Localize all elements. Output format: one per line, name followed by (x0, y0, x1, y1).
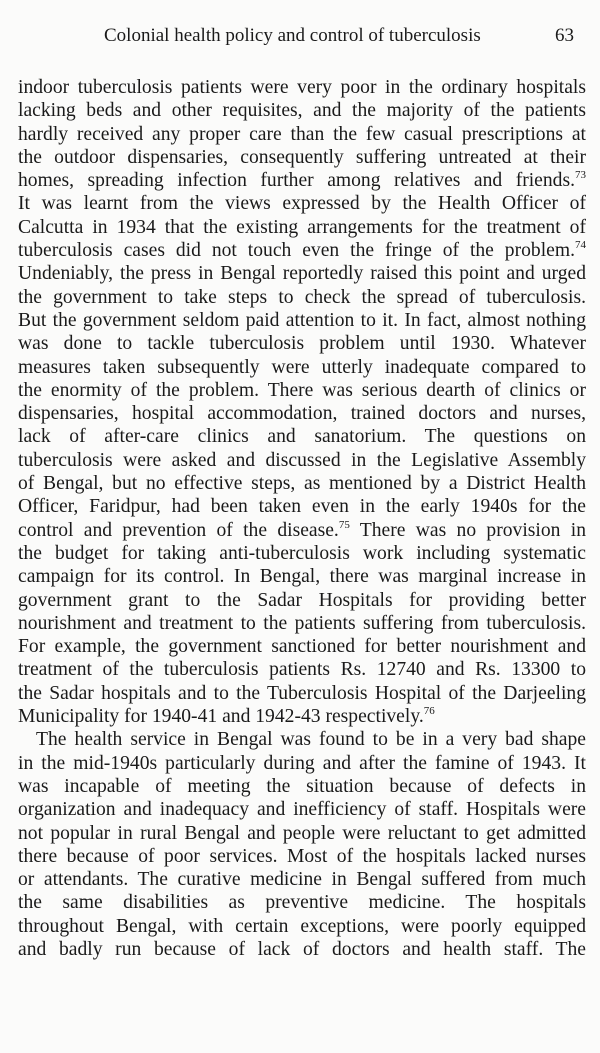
line-text: throughout Bengal, with certain exceptions, were poorly equipped (18, 915, 586, 937)
text-line (18, 99, 586, 122)
text-line (18, 239, 586, 262)
line-text: nourishment and treatment to the patients suffering from tuberculosis. (18, 612, 586, 634)
text-line (18, 286, 586, 309)
line-text: the budget for taking anti-tuberculosis work including systematic (18, 542, 586, 564)
line-text: was done to tackle tuberculosis problem until 1930. Whatever (18, 333, 586, 355)
line-text: Undeniably, the press in Bengal reportedly raised this point and urged (18, 263, 586, 285)
body-text (18, 76, 586, 961)
line-text: was incapable of meeting the situation because of defects in (18, 775, 586, 797)
text-line (18, 449, 586, 472)
text-line (18, 798, 586, 821)
running-title: Colonial health policy and control of tuberculosis (104, 25, 481, 46)
text-line (18, 542, 586, 565)
line-text: For example, the government sanctioned for better nourishment and (18, 636, 586, 658)
text-line (18, 379, 586, 402)
line-text: lack of after-care clinics and sanatorium. The questions on (18, 426, 586, 448)
text-line (18, 728, 586, 751)
line-text: homes, spreading infection further among relatives and friends. (18, 170, 575, 192)
line-text: not popular in rural Bengal and people were reluctant to get admitted (18, 822, 586, 844)
text-line (18, 752, 586, 775)
text-line (18, 565, 586, 588)
running-head (0, 25, 600, 51)
footnote-marker: 75 (338, 518, 350, 531)
line-text: lacking beds and other requisites, and the majority of the patients (18, 100, 586, 122)
text-line (18, 402, 586, 425)
line-text: dispensaries, hospital accommodation, trained doctors and nurses, (18, 403, 586, 425)
text-line (18, 612, 586, 635)
footnote-marker: 74 (575, 239, 586, 252)
footnote-marker: 73 (575, 169, 586, 182)
line-text: the same disabilities as preventive medicine. The hospitals (18, 892, 586, 914)
line-text-after: There was no provision in (349, 519, 586, 541)
text-line (18, 938, 586, 961)
line-text: treatment of the tuberculosis patients Rs. 12740 and Rs. 13300 to (18, 659, 586, 681)
text-line (18, 262, 586, 285)
text-line (18, 169, 586, 192)
text-line (18, 146, 586, 169)
line-text: and badly run because of lack of doctors and health staff. The (18, 938, 586, 960)
footnote-marker: 76 (423, 705, 435, 718)
text-line (18, 682, 586, 705)
text-line (18, 425, 586, 448)
line-text: Officer, Faridpur, had been taken even in the early 1940s for the (18, 496, 586, 518)
text-line (18, 76, 586, 99)
text-line (18, 589, 586, 612)
text-line (18, 495, 586, 518)
text-line (18, 635, 586, 658)
line-text: of Bengal, but no effective steps, as mentioned by a District Health (18, 473, 586, 495)
text-line (18, 775, 586, 798)
text-line (18, 472, 586, 495)
text-line (18, 658, 586, 681)
line-text: Calcutta in 1934 that the existing arrangements for the treatment of (18, 216, 586, 238)
text-line (18, 868, 586, 891)
line-text: tuberculosis cases did not touch even the fringe of the problem. (18, 240, 575, 262)
line-text: or attendants. The curative medicine in Bengal suffered from much (18, 869, 586, 891)
text-line (18, 192, 586, 215)
text-line (18, 705, 586, 728)
line-text: control and prevention of the disease. (18, 519, 339, 541)
line-text: the government to take steps to check the spread of tuberculosis. (18, 286, 586, 308)
text-line (18, 845, 586, 868)
line-text: campaign for its control. In Bengal, there was marginal increase in (18, 566, 586, 588)
line-text: there because of poor services. Most of the hospitals lacked nurses (18, 845, 586, 867)
text-line (18, 519, 586, 542)
line-text: government grant to the Sadar Hospitals for providing better (18, 589, 586, 611)
text-line (18, 123, 586, 146)
line-text: measures taken subsequently were utterly inadequate compared to (18, 356, 586, 378)
text-line (18, 915, 586, 938)
line-text: organization and inadequacy and inefficiency of staff. Hospitals were (18, 799, 586, 821)
text-line (18, 309, 586, 332)
text-line (18, 822, 586, 845)
line-text: tuberculosis were asked and discussed in the Legislative Assembly (18, 449, 586, 471)
line-text: the outdoor dispensaries, consequently suffering untreated at their (18, 146, 586, 168)
page-number: 63 (555, 25, 574, 46)
line-text: hardly received any proper care than the few casual prescriptions at (18, 123, 586, 145)
text-line (18, 332, 586, 355)
line-text: indoor tuberculosis patients were very poor in the ordinary hospitals (18, 77, 586, 98)
line-text: Municipality for 1940-41 and 1942-43 respectively. (18, 706, 424, 728)
text-line (18, 356, 586, 379)
text-line (18, 891, 586, 914)
line-text: in the mid-1940s particularly during and after the famine of 1943. It (18, 752, 586, 774)
text-line (18, 216, 586, 239)
line-text: But the government seldom paid attention to it. In fact, almost nothing (18, 309, 586, 331)
line-text: the enormity of the problem. There was serious dearth of clinics or (18, 379, 586, 401)
line-text: It was learnt from the views expressed by the Health Officer of (18, 193, 586, 215)
line-text: The health service in Bengal was found to be in a very bad shape (36, 729, 586, 751)
line-text: the Sadar hospitals and to the Tuberculosis Hospital of the Darjeeling (18, 682, 586, 704)
